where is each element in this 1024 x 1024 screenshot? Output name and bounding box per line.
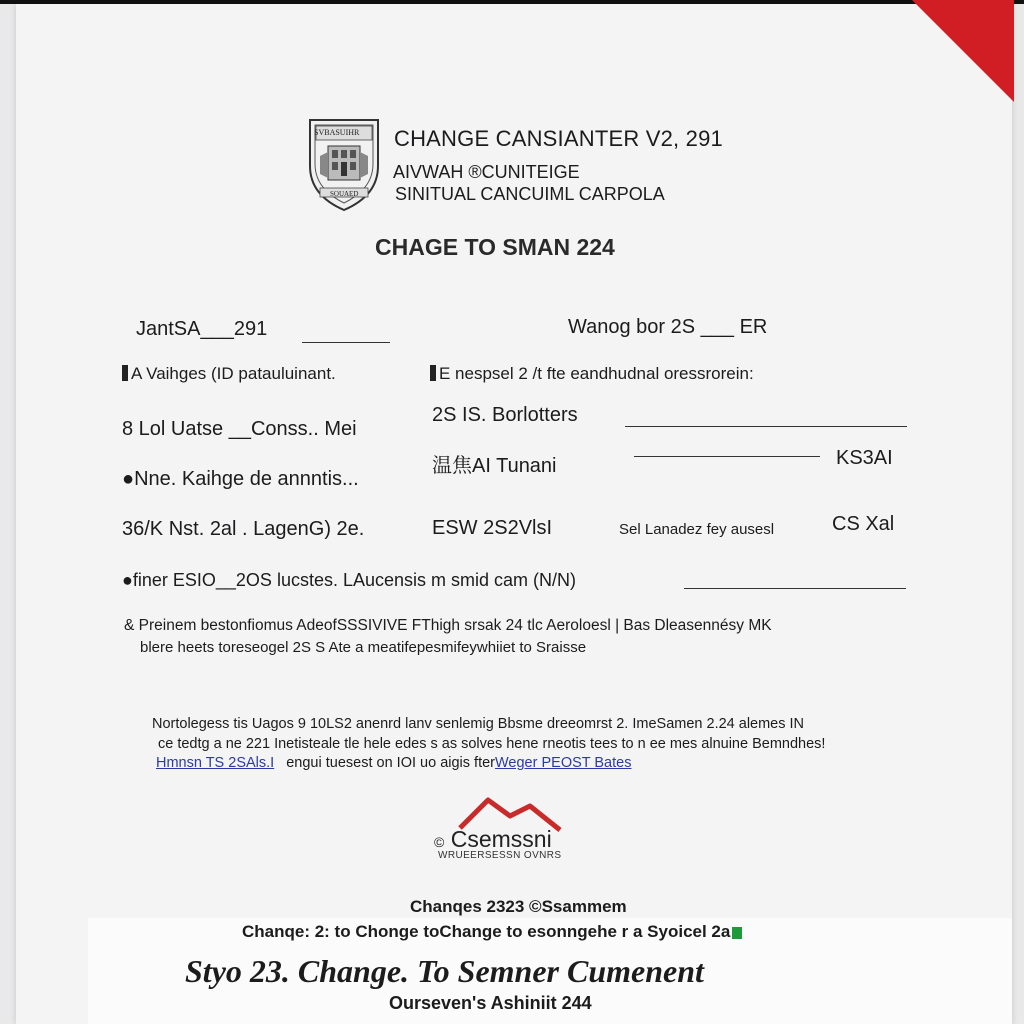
institution-crest <box>306 116 382 212</box>
field-line <box>634 456 820 457</box>
note-link-1[interactable]: Hmnsn TS 2SAls.I <box>156 755 275 771</box>
crest-banner-text: SVBASUIHR <box>314 128 360 137</box>
paragraph-line-2: blere heets toreseogel 2S S Ate a meatifepesmifeywhiiet to Sraisse <box>140 639 587 656</box>
field-line <box>625 426 907 427</box>
header-line-2: AIVWAH ®CUNITEIGE <box>393 162 580 182</box>
field-row4-left: ●Nne. Kaihge de annntis... <box>122 468 359 490</box>
corner-tab <box>904 0 1014 110</box>
logo-name-text: Csemssni <box>450 826 552 852</box>
note-line-3 <box>156 755 631 771</box>
header-line-3: SINITUAL CANCUIML CARPOLA <box>395 184 665 204</box>
field-row4-right-a: 温焦AI Tunani <box>432 455 557 477</box>
crest-motto: SOUAED <box>330 190 359 198</box>
field-row4-right-b: KS3AI <box>836 447 893 469</box>
field-row2-right <box>430 364 754 384</box>
green-mark-icon <box>732 927 742 939</box>
field-row2-left-text: A Vaihges (ID patauluinant. <box>131 364 336 383</box>
field-row1-right: Wanog bor 2S ___ ER <box>568 316 768 338</box>
field-row6: ●finer ESIO__2OS lucstes. LAucensis m smid cam (N/N) <box>122 570 577 590</box>
field-row2-right-text: E nespsel 2 /t fte eandhudnal oressrorein: <box>439 364 754 383</box>
field-row5-left: 36/K Nst. 2al . LagenG) 2e. <box>122 518 365 540</box>
field-row5-right: Sel Lanadez fey ausesl <box>619 521 775 538</box>
note-link-2[interactable]: Weger PEOST Bates <box>495 755 632 771</box>
field-row1-left: JantSA___291 <box>136 318 268 340</box>
footer-line-2 <box>242 922 742 942</box>
note-line-2: ce tedtg a ne 221 Inetisteale tle hele edes s as solves hene rneotis tees to n ee mes alnuine Bemndhes! <box>158 736 826 752</box>
logo-tagline: WRUEERSESSN OVNRS <box>438 850 562 861</box>
field-line <box>684 588 906 589</box>
logo-name <box>434 826 552 853</box>
paragraph-line-1: & Preinem bestonfiomus AdeofSSSIVIVE FThigh srsak 24 tlc Aeroloesl | Bas Dleasennésy MK <box>124 617 772 634</box>
field-row5-mid: ESW 2S2VlsI <box>432 517 553 539</box>
document-title: CHAGE TO SMAN 224 <box>375 234 615 260</box>
field-row3-left: 8 Lol Uatse __Conss.. Mei <box>122 418 357 440</box>
note-line-3-text: engui tuesest on IOI uo aigis fter <box>286 755 495 771</box>
field-row5-end: CS Xal <box>832 513 895 535</box>
field-row3-right: 2S IS. Borlotters <box>432 404 578 426</box>
field-line <box>302 342 390 343</box>
footer-line-4: Ourseven's Ashiniit 244 <box>389 993 592 1013</box>
footer-line-2-text: Chanqe: 2: to Chonge toChange to esonngehe r a Syoicel 2a <box>242 922 731 941</box>
note-line-1: Nortolegess tis Uagos 9 10LS2 anenrd lanv senlemig Bbsme dreeomrst 2. ImeSamen 2.24 alemes IN <box>152 716 805 732</box>
footer-headline: Styo 23. Change. To Semner Cumenent <box>185 953 704 989</box>
field-row2-left <box>122 364 336 384</box>
footer-line-1: Chanqes 2323 ©Ssammem <box>410 897 627 916</box>
header-line-1: CHANGE CANSIANTER V2, 291 <box>394 126 723 151</box>
logo-prefix: © <box>434 834 445 850</box>
